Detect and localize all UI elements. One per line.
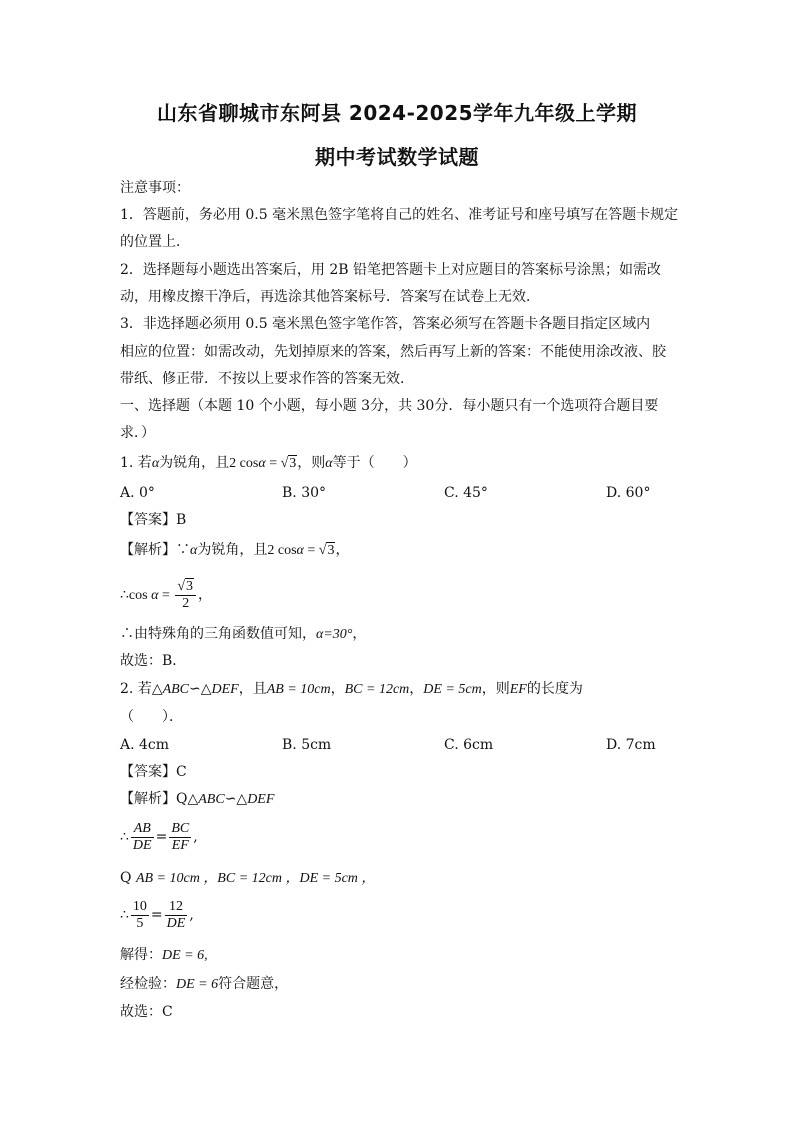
q2-check: 经检验：DE = 6符合题意，: [120, 976, 289, 992]
q1-stem: 1. 若α为锐角，且2 cosα = √3，则α等于（ ）: [120, 455, 417, 471]
q2-solve: 解得：DE = 6,: [120, 947, 208, 963]
q1-analysis-line-3: ∴由特殊角的三角函数值可知，α=30°，: [120, 626, 367, 642]
q2-option-b: B. 5cm: [282, 737, 332, 753]
q2-option-a: A. 4cm: [120, 737, 170, 753]
section-1-heading-line-1: 一、选择题（本题 10 个小题，每小题 3分，共 30分．每小题只有一个选项符合题目要: [120, 398, 659, 414]
note-2-line-1: 2．选择题每小题选出答案后，用 2B 铅笔把答题卡上对应题目的答案标号涂黑；如需改: [120, 262, 662, 278]
note-2-line-2: 动，用橡皮擦干净后，再选涂其他答案标号．答案写在试卷上无效．: [120, 289, 540, 305]
q1-choose: 故选：B．: [120, 653, 187, 669]
q2-analysis-line-1: 【解析】Q△ABC∽△DEF: [120, 791, 275, 807]
sqrt-symbol: √3: [318, 543, 335, 558]
q2-stem-line-2: （ ）．: [120, 709, 183, 725]
notes-heading: 注意事项：: [120, 180, 190, 196]
sqrt-symbol: √3: [280, 456, 297, 471]
q1-option-a: A. 0°: [120, 485, 155, 501]
q-symbol: Q: [176, 791, 188, 807]
note-3-line-1: 3．非选择题必须用 0.5 毫米黑色签字笔作答，答案必须写在答题卡各题目指定区域内: [120, 316, 651, 332]
title-line-1: 山东省聊城市东阿县 2024-2025学年九年级上学期: [156, 101, 638, 125]
title-line-2: 期中考试数学试题: [315, 145, 479, 169]
sqrt-symbol: √3: [177, 578, 194, 594]
fraction-10-over-5: $\frac{10}{5}$: [132, 898, 147, 931]
fraction-bc-over-ef: $\frac{BC}{EF}$: [171, 820, 190, 853]
q1-option-c: C. 45°: [444, 485, 488, 501]
q2-analysis-line-4: ∴ $\frac{10}{5}$ = $\frac{12}{DE}$ ,: [120, 898, 194, 931]
fraction-sqrt3-over-2: $\frac{√3}{2}$: [175, 579, 196, 612]
q2-answer: 【答案】C: [120, 764, 187, 780]
q2-choose: 故选：C: [120, 1004, 173, 1020]
q2-option-d: D. 7cm: [606, 737, 656, 753]
q-symbol: Q: [120, 870, 132, 886]
q1-analysis-line-2: ∴cos α = $\frac{√3}{2}$ ，: [120, 578, 213, 611]
fraction-ab-over-de: $\frac{AB}{DE}$: [132, 820, 152, 853]
q2-analysis-line-3: Q AB = 10cm ，BC = 12cm ，DE = 5cm ，: [120, 870, 376, 886]
q2-stem-line-1: 2. 若△ABC∽△DEF，且AB = 10cm，BC = 12cm，DE = 5cm，则EF的长度为: [120, 681, 583, 697]
q1-analysis-line-1: 【解析】∵α为锐角，且2 cosα = √3，: [120, 542, 350, 558]
q1-option-b: B. 30°: [282, 485, 327, 501]
q1-option-d: D. 60°: [606, 485, 651, 501]
fraction-12-over-de: $\frac{12}{DE}$: [166, 898, 186, 931]
q1-answer: 【答案】B: [120, 512, 187, 528]
q2-analysis-line-2: ∴ $\frac{AB}{DE}$ = $\frac{BC}{EF}$ ,: [120, 820, 198, 853]
note-1-line-1: 1．答题前，务必用 0.5 毫米黑色签字笔将自己的姓名、准考证号和座号填写在答题卡规定: [120, 207, 679, 223]
note-3-line-2: 相应的位置：如需改动，先划掉原来的答案，然后再写上新的答案：不能使用涂改液、胶: [120, 344, 666, 360]
note-1-line-2: 的位置上．: [120, 234, 190, 250]
q2-option-c: C. 6cm: [444, 737, 494, 753]
note-3-line-3: 带纸、修正带．不按以上要求作答的答案无效．: [120, 371, 414, 387]
section-1-heading-line-2: 求．）: [120, 425, 155, 441]
